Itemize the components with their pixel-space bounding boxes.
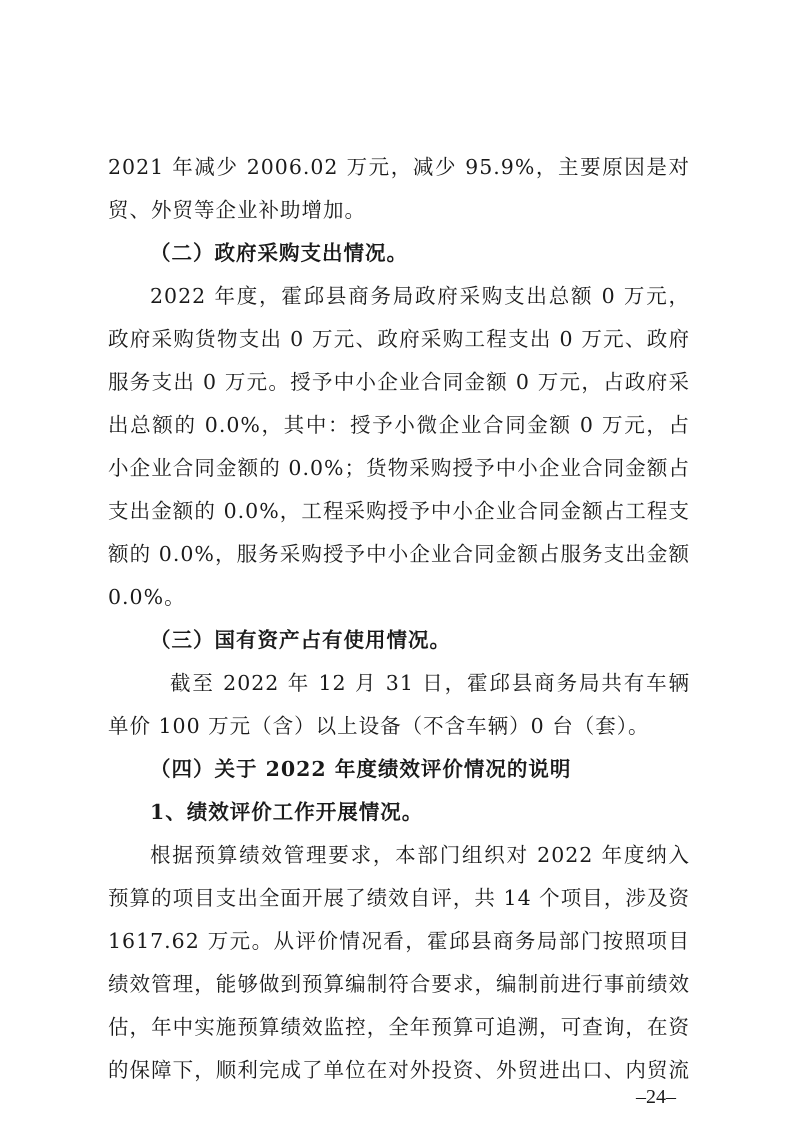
subsection-heading-evaluation: 1、绩效评价工作开展情况。 (150, 800, 424, 824)
paragraph-line: 截至 2022 年 12 月 31 日，霍邱县商务局共有车辆 (170, 671, 690, 695)
paragraph-line: 服务支出 0 万元。授予中小企业合同金额 0 万元，占政府采 (108, 370, 690, 394)
paragraph-line: 0.0%。 (108, 585, 186, 609)
paragraph-line: 根据预算绩效管理要求，本部门组织对 2022 年度纳入 (150, 843, 690, 867)
section-heading-procurement: （二）政府采购支出情况。 (150, 241, 408, 265)
paragraph-line: 估，年中实施预算绩效监控，全年预算可追溯，可查询，在资 (108, 1015, 690, 1039)
paragraph-line: 支出金额的 0.0%，工程采购授予中小企业合同金额占工程支 (108, 499, 690, 523)
paragraph-line: 额的 0.0%，服务采购授予中小企业合同金额占服务支出金额 (108, 542, 690, 566)
paragraph-line: 小企业合同金额的 0.0%；货物采购授予中小企业合同金额占 (108, 456, 690, 480)
paragraph-line: 贸、外贸等企业补助增加。 (108, 198, 366, 222)
paragraph-line: 政府采购货物支出 0 万元、政府采购工程支出 0 万元、政府 (108, 327, 690, 351)
paragraph-line: 单价 100 万元（含）以上设备（不含车辆）0 台（套）。 (108, 714, 650, 738)
section-heading-performance: （四）关于 2022 年度绩效评价情况的说明 (150, 757, 572, 781)
section-heading-assets: （三）国有资产占有使用情况。 (150, 628, 451, 652)
paragraph-line: 2022 年度，霍邱县商务局政府采购支出总额 0 万元， (150, 284, 690, 308)
paragraph-line: 预算的项目支出全面开展了绩效自评，共 14 个项目，涉及资 (108, 886, 690, 910)
paragraph-line: 2021 年减少 2006.02 万元，减少 95.9%，主要原因是对 (108, 155, 690, 179)
paragraph-line: 的保障下，顺利完成了单位在对外投资、外贸进出口、内贸流 (108, 1058, 690, 1082)
paragraph-line: 出总额的 0.0%，其中：授予小微企业合同金额 0 万元，占 (108, 413, 690, 437)
paragraph-line: 1617.62 万元。从评价情况看，霍邱县商务局部门按照项目 (108, 929, 690, 953)
paragraph-line: 绩效管理，能够做到预算编制符合要求，编制前进行事前绩效 (108, 972, 690, 996)
page-number: –24– (636, 1086, 676, 1108)
